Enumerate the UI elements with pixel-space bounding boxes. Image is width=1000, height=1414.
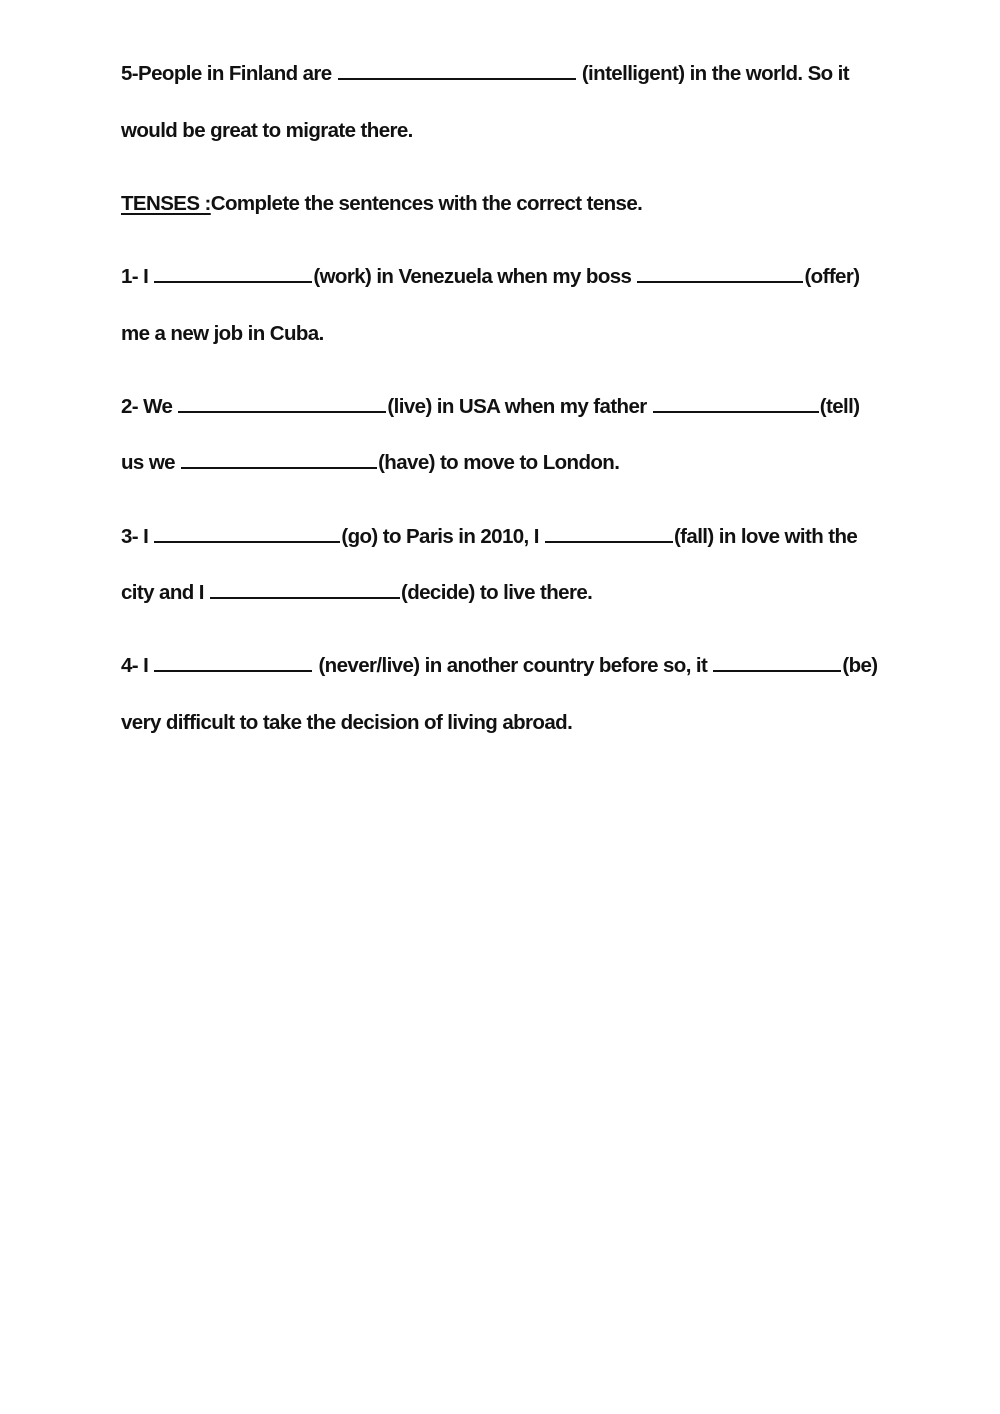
q5-text-end: (intelligent) in the world. So it [581, 62, 850, 85]
item-3-blank-fall[interactable] [545, 523, 673, 543]
item-2-continuation-start: us we [121, 451, 175, 474]
section-instruction: Complete the sentences with the correct tense. [210, 192, 643, 215]
q5-line-2 [121, 117, 413, 145]
item-2-continuation-end: (have) to move to London. [378, 451, 620, 474]
item-2-blank-live[interactable] [178, 393, 386, 413]
section-heading: TENSES : [121, 192, 211, 215]
item-3-number: 3- I [121, 525, 149, 548]
item-2-text-end: (tell) [819, 395, 860, 418]
item-4-text-middle: (never/live) in another country before so, it [318, 654, 708, 677]
item-4-text-end: (be) [842, 654, 878, 677]
item-4-number: 4- I [121, 654, 149, 677]
item-2-text-middle: (live) in USA when my father [387, 395, 647, 418]
tenses-instruction-line [121, 190, 642, 218]
q5-text-continuation: would be great to migrate there. [121, 119, 413, 142]
item-4-line-2 [121, 709, 572, 737]
item-1-text-middle: (work) in Venezuela when my boss [313, 265, 632, 288]
q5-text-start: 5-People in Finland are [121, 62, 332, 85]
item-1-blank-offer[interactable] [637, 263, 803, 283]
item-3-blank-decide[interactable] [210, 579, 400, 599]
item-1-continuation: me a new job in Cuba. [121, 322, 324, 345]
q5-line-1 [121, 60, 849, 88]
item-1-blank-work[interactable] [154, 263, 312, 283]
item-3-blank-go[interactable] [154, 523, 340, 543]
item-4-blank-never-live[interactable] [154, 652, 312, 672]
item-2-blank-tell[interactable] [653, 393, 819, 413]
item-2-blank-have[interactable] [181, 449, 377, 469]
item-1-text-end: (offer) [804, 265, 860, 288]
item-3-text-end: (fall) in love with the [673, 525, 858, 548]
item-4-continuation: very difficult to take the decision of living abroad. [121, 711, 573, 734]
item-2-line-1 [121, 393, 859, 421]
item-3-line-2 [121, 579, 592, 607]
item-3-text-middle: (go) to Paris in 2010, I [341, 525, 539, 548]
q5-answer-blank[interactable] [338, 60, 576, 80]
item-1-line-2 [121, 320, 324, 348]
item-4-blank-be[interactable] [713, 652, 841, 672]
item-3-line-1 [121, 523, 857, 551]
item-2-number: 2- We [121, 395, 173, 418]
item-2-line-2 [121, 449, 619, 477]
item-1-number: 1- I [121, 265, 149, 288]
item-1-line-1 [121, 263, 859, 291]
item-3-continuation-end: (decide) to live there. [400, 581, 593, 604]
item-3-continuation-start: city and I [121, 581, 204, 604]
item-4-line-1 [121, 652, 878, 680]
